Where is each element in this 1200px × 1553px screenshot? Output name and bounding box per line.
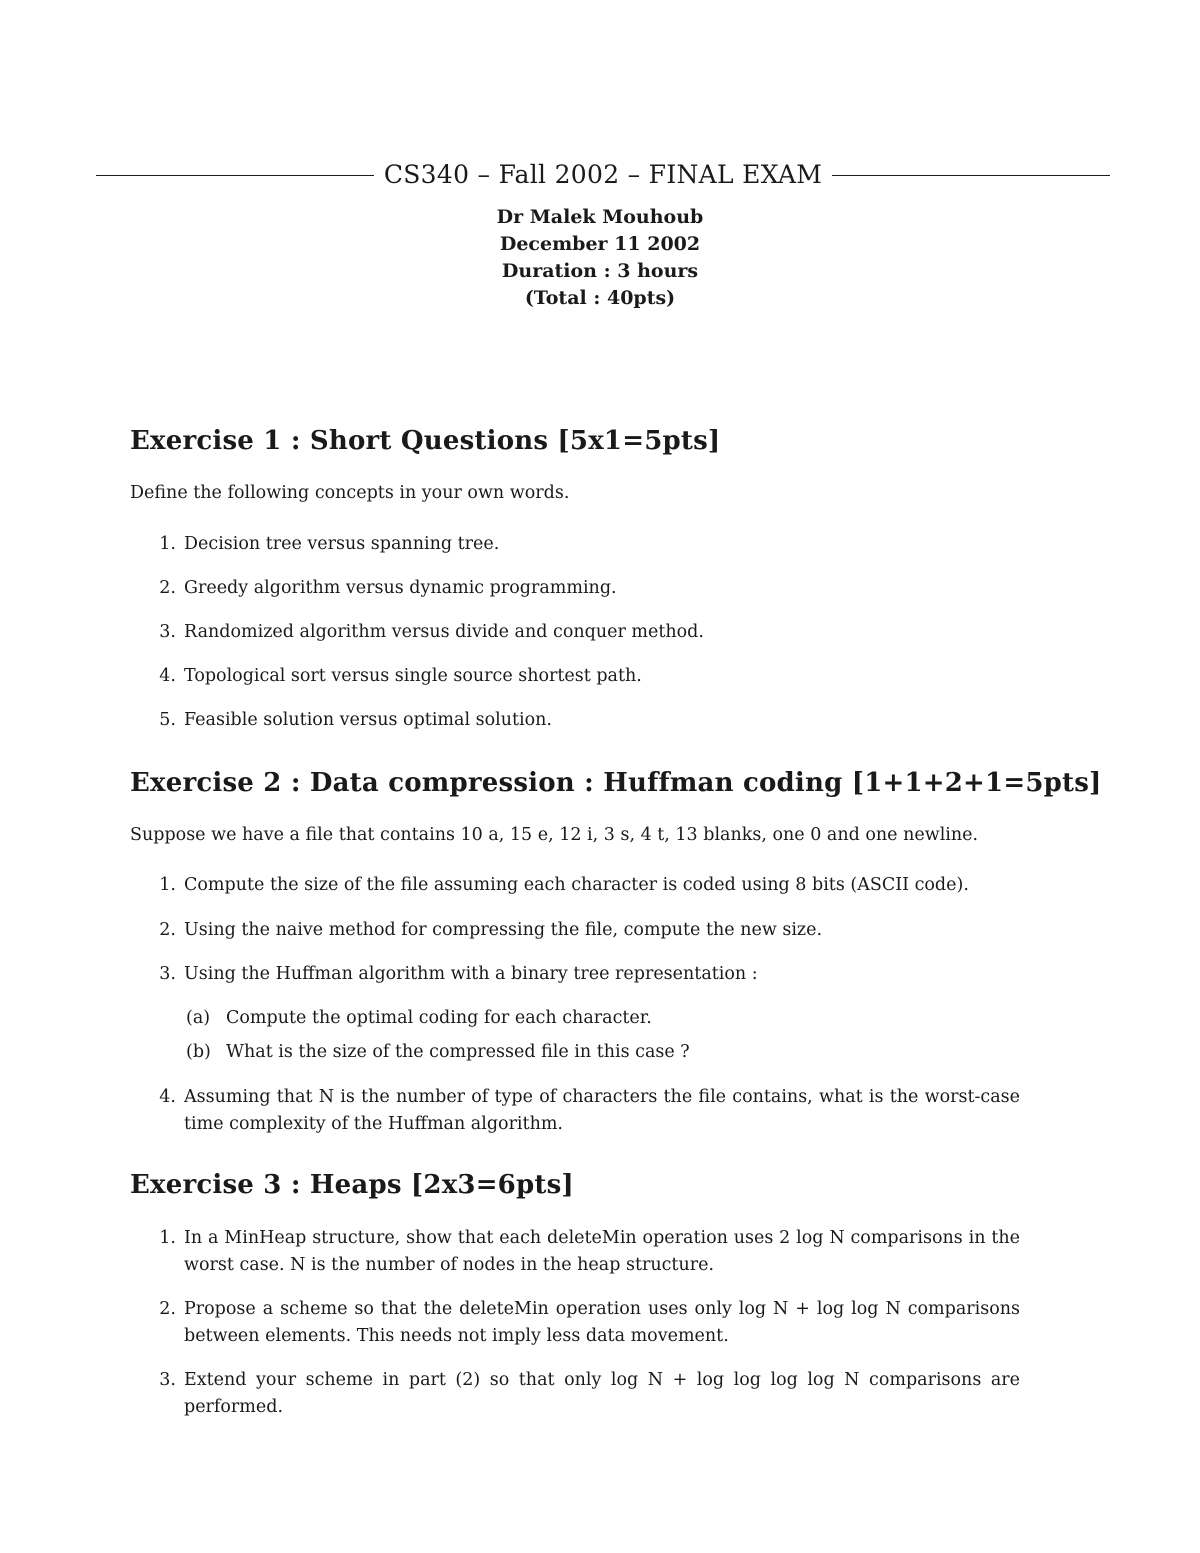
item-number: 3.: [159, 964, 176, 984]
exercise-2-heading: Exercise 2 : Data compression : Huffman coding [1+1+2+1=5pts]: [130, 768, 1102, 798]
item-text: In a MinHeap structure, show that each deleteMin operation uses 2 log N comparisons in the worst case. N is the number of nodes in the heap structure.: [184, 1228, 1020, 1275]
item-text: Greedy algorithm versus dynamic programming.: [184, 578, 617, 598]
sub-item: [186, 1005, 652, 1032]
sub-item-label: (b): [186, 1042, 211, 1062]
item-text: Using the Huffman algorithm with a binary tree representation :: [184, 964, 758, 984]
exercise-3-heading: Exercise 3 : Heaps [2x3=6pts]: [130, 1170, 574, 1200]
item-text: Topological sort versus single source shortest path.: [184, 666, 642, 686]
sub-item-text: Compute the optimal coding for each character.: [226, 1008, 652, 1028]
exam-date: December 11 2002: [499, 233, 701, 255]
item-text: Randomized algorithm versus divide and conquer method.: [184, 622, 704, 642]
item-text: Compute the size of the file assuming each character is coded using 8 bits (ASCII code).: [184, 875, 969, 895]
sub-item-label: (a): [186, 1008, 211, 1028]
sub-item: [186, 1039, 690, 1066]
item-text: Feasible solution versus optimal solution.: [184, 710, 552, 730]
exercise-1-intro: Define the following concepts in your own words.: [130, 483, 570, 503]
title-rule-right: [832, 175, 1110, 176]
exam-total: (Total : 40pts): [524, 287, 676, 309]
item-number: 4.: [159, 666, 176, 686]
item-number: 1.: [159, 534, 176, 554]
item-number: 4.: [159, 1087, 176, 1107]
exam-duration: Duration : 3 hours: [501, 260, 699, 282]
item-number: 2.: [159, 920, 176, 940]
page-title: CS340 – Fall 2002 – FINAL EXAM: [383, 159, 823, 189]
item-number: 3.: [159, 1370, 176, 1390]
item-number: 5.: [159, 710, 176, 730]
item-text: Propose a scheme so that the deleteMin operation uses only log N + log log N comparisons between elements. This needs not imply less data movement.: [184, 1299, 1020, 1346]
title-rule-left: [96, 175, 374, 176]
author: Dr Malek Mouhoub: [496, 206, 704, 228]
item-number: 3.: [159, 622, 176, 642]
exercise-1-heading: Exercise 1 : Short Questions [5x1=5pts]: [130, 426, 721, 456]
exercise-2-intro: Suppose we have a file that contains 10 a, 15 e, 12 i, 3 s, 4 t, 13 blanks, one 0 and one newline.: [130, 825, 979, 845]
item-number: 1.: [159, 875, 176, 895]
item-text: Decision tree versus spanning tree.: [184, 534, 500, 554]
item-number: 2.: [159, 578, 176, 598]
item-text: Assuming that N is the number of type of characters the file contains, what is the worst-case time complexity of the Huffman algorithm.: [184, 1087, 1020, 1134]
item-text: Using the naive method for compressing the file, compute the new size.: [184, 920, 823, 940]
exam-meta: [0, 204, 1200, 312]
title-row: [96, 156, 1110, 192]
item-text: Extend your scheme in part (2) so that only log N + log log log log N comparisons are performed.: [184, 1370, 1020, 1417]
sub-item-text: What is the size of the compressed file in this case ?: [226, 1042, 690, 1062]
item-number: 2.: [159, 1299, 176, 1319]
item-number: 1.: [159, 1228, 176, 1248]
